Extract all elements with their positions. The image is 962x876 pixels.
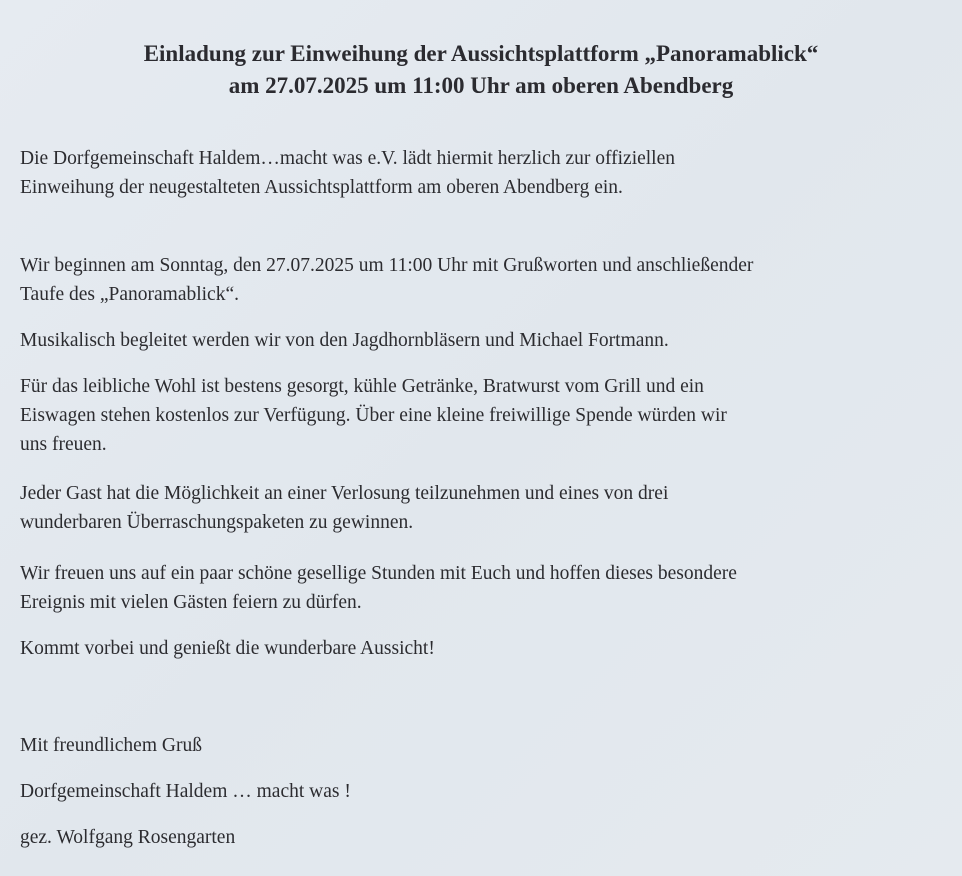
paragraph-call-to-action	[20, 634, 955, 663]
document-title	[0, 38, 962, 102]
closing-organization: Dorfgemeinschaft Haldem … macht was !	[20, 781, 351, 802]
closing-signature: gez. Wolfgang Rosengarten	[20, 827, 236, 848]
paragraph-intro	[20, 144, 955, 202]
text-line: Musikalisch begleitet werden wir von den Jagdhornbläsern und Michael Fortmann.	[20, 330, 669, 351]
text-line: Jeder Gast hat die Möglichkeit an einer Verlosung teilzunehmen und eines von drei	[20, 483, 669, 504]
text-line: Für das leibliche Wohl ist bestens gesorgt, kühle Getränke, Bratwurst vom Grill und ein	[20, 376, 704, 397]
paragraph-anticipation	[20, 559, 955, 617]
text-line: Ereignis mit vielen Gästen feiern zu dürfen.	[20, 592, 362, 613]
text-line: Kommt vorbei und genießt die wunderbare Aussicht!	[20, 638, 435, 659]
paragraph-music	[20, 326, 955, 355]
text-line: Taufe des „Panoramablick“.	[20, 284, 239, 305]
text-line: Wir beginnen am Sonntag, den 27.07.2025 um 11:00 Uhr mit Grußworten und anschließender	[20, 255, 754, 276]
text-line: wunderbaren Überraschungspaketen zu gewinnen.	[20, 512, 414, 533]
closing-greeting: Mit freundlichem Gruß	[20, 735, 202, 756]
title-line-1: Einladung zur Einweihung der Aussichtsplattform „Panoramablick“	[143, 41, 819, 66]
paragraph-schedule	[20, 251, 955, 309]
paragraph-raffle	[20, 479, 955, 537]
text-line: Eiswagen stehen kostenlos zur Verfügung. Über eine kleine freiwillige Spende würden wir	[20, 405, 727, 426]
text-line: Die Dorfgemeinschaft Haldem…macht was e.V. lädt hiermit herzlich zur offiziellen	[20, 148, 676, 169]
text-line: Wir freuen uns auf ein paar schöne gesellige Stunden mit Euch und hoffen dieses besondere	[20, 563, 737, 584]
paragraph-catering	[20, 372, 955, 459]
text-line: uns freuen.	[20, 434, 107, 455]
title-line-2: am 27.07.2025 um 11:00 Uhr am oberen Abendberg	[228, 73, 734, 98]
text-line: Einweihung der neugestalteten Aussichtsplattform am oberen Abendberg ein.	[20, 177, 623, 198]
